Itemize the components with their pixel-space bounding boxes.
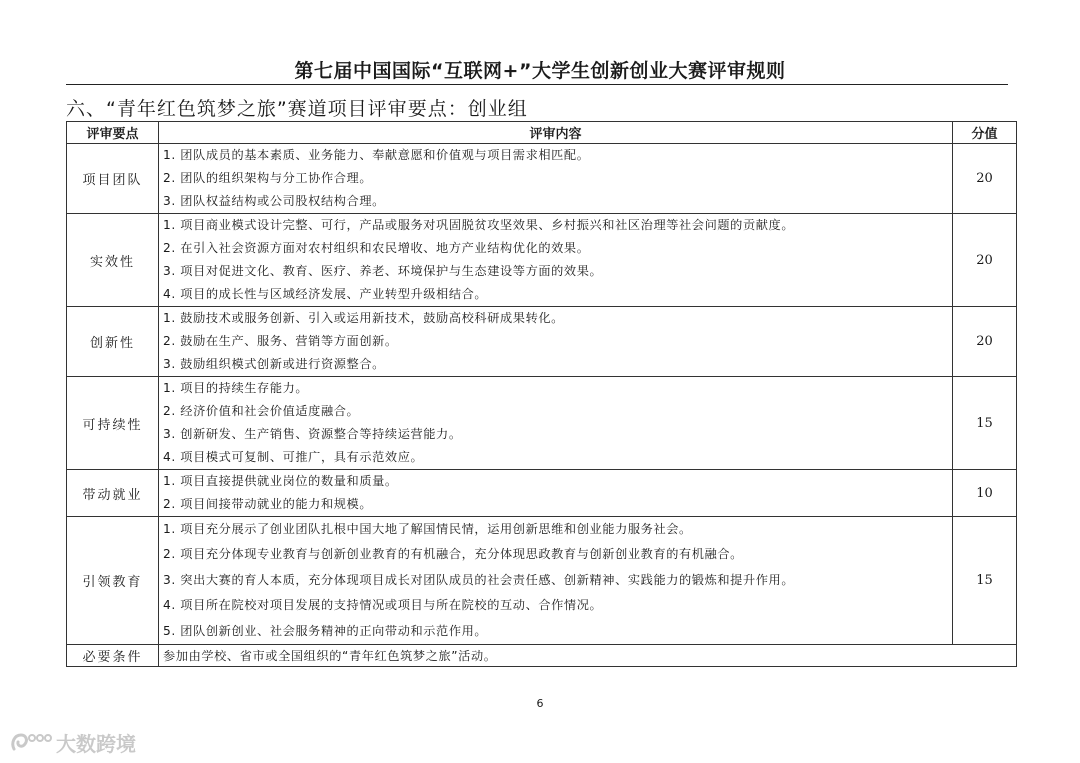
required-condition-text — [159, 645, 1017, 667]
criteria-item: 2. 团队的组织架构与分工协作合理。 — [163, 171, 373, 185]
score-cell: 10 — [953, 470, 1017, 517]
criteria-item: 1. 项目充分展示了创业团队扎根中国大地了解国情民情，运用创新思维和创业能力服务社会。 — [163, 522, 692, 536]
criteria-item: 2. 鼓励在生产、服务、营销等方面创新。 — [163, 334, 398, 348]
document-title: 第七届中国国际“互联网+”大学生创新创业大赛评审规则 — [294, 60, 786, 82]
score-cell: 20 — [953, 307, 1017, 377]
required-condition-label: 必要条件 — [67, 645, 159, 667]
criteria-table — [66, 121, 1017, 667]
score-cell: 20 — [953, 144, 1017, 214]
content-cell — [159, 517, 953, 645]
score-cell: 20 — [953, 214, 1017, 307]
table-row — [67, 470, 1017, 517]
criteria-item: 2. 项目充分体现专业教育与创新创业教育的有机融合，充分体现思政教育与创新创业教育的有机融合。 — [163, 547, 743, 562]
table-row — [67, 144, 1017, 214]
content-cell — [159, 144, 953, 214]
criteria-item: 1. 项目直接提供就业岗位的数量和质量。 — [163, 474, 398, 488]
content-cell — [159, 307, 953, 377]
content-cell — [159, 377, 953, 470]
page-number: 6 — [536, 697, 544, 710]
criteria-cell: 项目团队 — [67, 144, 159, 214]
table-header-row — [67, 122, 1017, 144]
table-row — [67, 377, 1017, 470]
criteria-cell: 创新性 — [67, 307, 159, 377]
criteria-item: 3. 鼓励组织模式创新或进行资源整合。 — [163, 357, 385, 371]
criteria-item: 3. 突出大赛的育人本质，充分体现项目成长对团队成员的社会责任感、创新精神、实践能力的锻炼和提升作用。 — [163, 572, 795, 587]
criteria-item: 1. 项目的持续生存能力。 — [163, 381, 309, 395]
criteria-item: 2. 项目间接带动就业的能力和规模。 — [163, 497, 373, 511]
section-heading: 六、“青年红色筑梦之旅”赛道项目评审要点：创业组 — [66, 98, 528, 120]
watermark — [10, 728, 136, 757]
watermark-text: 大数跨境 — [56, 732, 136, 756]
criteria-cell: 引领教育 — [67, 517, 159, 645]
criteria-cell: 实效性 — [67, 214, 159, 307]
required-condition-item: 参加由学校、省市或全国组织的“青年红色筑梦之旅”活动。 — [163, 649, 497, 664]
criteria-cell: 带动就业 — [67, 470, 159, 517]
table-row — [67, 307, 1017, 377]
criteria-item: 4. 项目模式可复制、可推广，具有示范效应。 — [163, 450, 424, 464]
header-criteria: 评审要点 — [67, 122, 159, 144]
criteria-item: 2. 在引入社会资源方面对农村组织和农民增收、地方产业结构优化的效果。 — [163, 241, 590, 255]
criteria-item: 3. 创新研发、生产销售、资源整合等持续运营能力。 — [163, 427, 462, 441]
criteria-item: 1. 团队成员的基本素质、业务能力、奉献意愿和价值观与项目需求相匹配。 — [163, 148, 590, 162]
criteria-item: 3. 项目对促进文化、教育、医疗、养老、环境保护与生态建设等方面的效果。 — [163, 264, 603, 278]
criteria-item: 3. 团队权益结构或公司股权结构合理。 — [163, 194, 385, 208]
score-cell: 15 — [953, 517, 1017, 645]
criteria-item: 1. 项目商业模式设计完整、可行，产品或服务对巩固脱贫攻坚效果、乡村振兴和社区治理等社会问题的贡献度。 — [163, 218, 795, 232]
required-condition-row — [67, 645, 1017, 667]
table-row — [67, 214, 1017, 307]
table-row — [67, 517, 1017, 645]
score-cell: 15 — [953, 377, 1017, 470]
criteria-item: 5. 团队创新创业、社会服务精神的正向带动和示范作用。 — [163, 623, 488, 638]
title-divider — [66, 84, 1008, 85]
criteria-item: 4. 项目所在院校对项目发展的支持情况或项目与所在院校的互动、合作情况。 — [163, 598, 603, 613]
header-score: 分值 — [953, 122, 1017, 144]
criteria-item: 1. 鼓励技术或服务创新、引入或运用新技术，鼓励高校科研成果转化。 — [163, 311, 564, 325]
watermark-logo-icon — [10, 731, 52, 755]
content-cell — [159, 470, 953, 517]
header-content: 评审内容 — [159, 122, 953, 144]
criteria-item: 4. 项目的成长性与区域经济发展、产业转型升级相结合。 — [163, 287, 488, 301]
content-cell — [159, 214, 953, 307]
criteria-item: 2. 经济价值和社会价值适度融合。 — [163, 404, 360, 418]
criteria-cell: 可持续性 — [67, 377, 159, 470]
